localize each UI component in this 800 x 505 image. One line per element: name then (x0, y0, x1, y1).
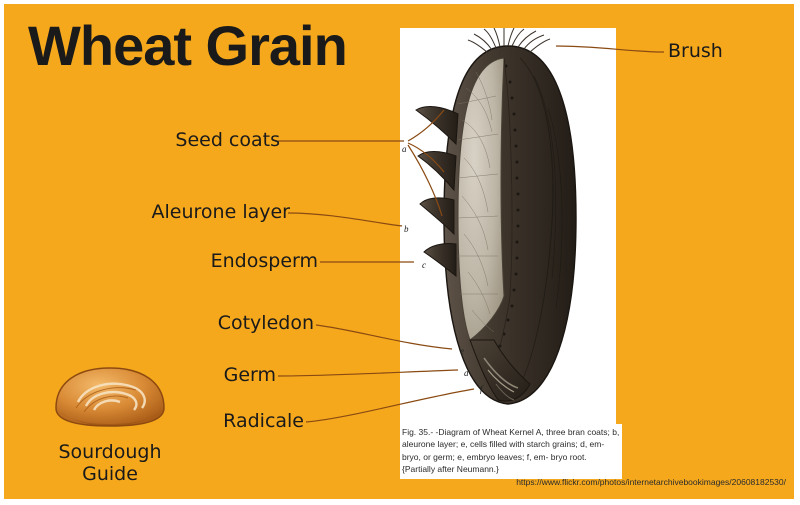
label-cotyledon: Cotyledon (217, 312, 314, 334)
brand-name: Sourdough Guide (58, 441, 162, 485)
kernel-engraving (400, 28, 616, 425)
figure-letter-d: d (464, 368, 469, 378)
label-seed-coats: Seed coats (175, 129, 280, 151)
page-title: Wheat Grain (28, 14, 347, 77)
figure-letter-f: f (480, 384, 483, 394)
figure-letter-a: a (402, 144, 407, 154)
source-url: https://www.flickr.com/photos/internetarchivebookimages/20608182530/ (516, 477, 786, 487)
wheat-kernel-diagram (400, 28, 616, 425)
label-endosperm: Endosperm (210, 250, 318, 272)
label-aleurone-layer: Aleurone layer (151, 201, 290, 223)
brand-logo (30, 358, 190, 485)
figure-letter-c: c (422, 260, 426, 270)
figure-letter-e: e (460, 346, 464, 356)
figure-letter-b: b (404, 224, 409, 234)
label-radicale: Radicale (223, 410, 304, 432)
bread-loaf-icon (48, 358, 172, 434)
leader-aleurone-layer (288, 213, 402, 226)
label-brush: Brush (668, 40, 723, 62)
label-germ: Germ (223, 364, 276, 386)
figure-caption: Fig. 35.- -Diagram of Wheat Kernel A, three bran coats; b, aleurone layer; e, cells filled with starch grains; d, em- bryo, or germ; e, embryo leaves; f, em- bryo root. {Partially after Neumann.} (400, 424, 622, 479)
